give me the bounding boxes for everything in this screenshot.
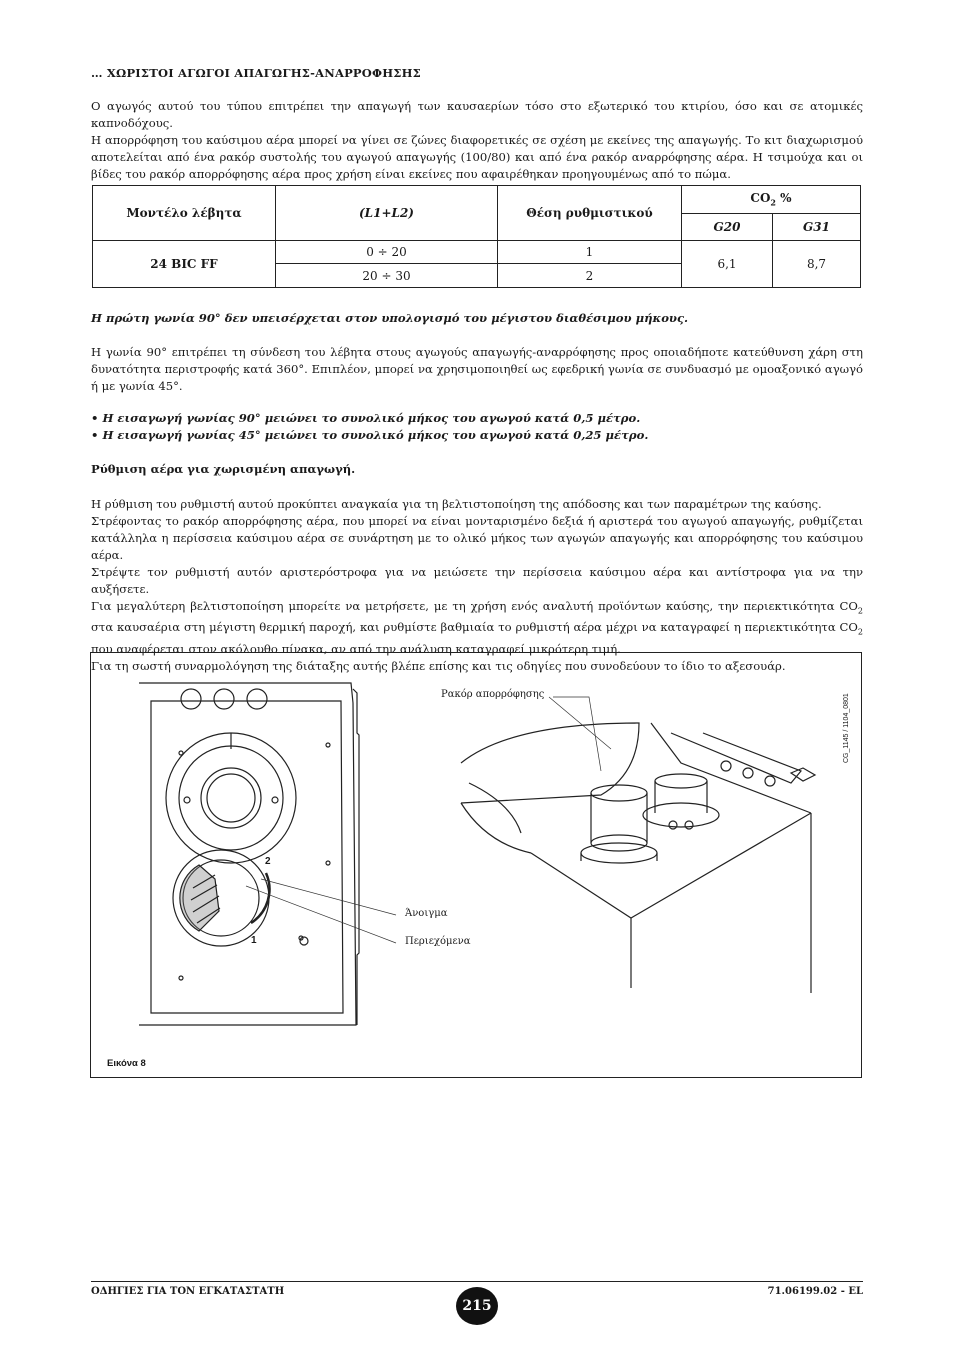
figure-caption: Εικόνα 8	[107, 1058, 146, 1069]
table-row	[93, 241, 861, 264]
footer-left-text: ΟΔΗΓΙΕΣ ΓΙΑ ΤΟΝ ΕΓΚΑΤΑΣΤΑΤΗ	[91, 1286, 285, 1297]
boiler-drawing	[91, 653, 863, 1079]
bend-paragraph: Η γωνία 90° επιτρέπει τη σύνδεση του λέβητα στους αγωγούς απαγωγής-αναρρόφησης προς οποιαδήποτε κατεύθυνση χάρη στη δυνατότητα περιστροφής κατά 360°. Επιπλέον, μπορεί να χρησιμοποιηθεί ως εφεδρική γωνία σε συνδυασμό με ομοαξονικό αγωγό ή με γωνία 45°.	[91, 345, 863, 393]
section-title: … ΧΩΡΙΣΤΟΙ ΑΓΩΓΟΙ ΑΠΑΓΩΓΗΣ-ΑΝΑΡΡΟΦΗΣΗΣ	[91, 66, 421, 80]
adjust-line-4: Για μεγαλύτερη βελτιστοποίηση μπορείτε να μετρήσετε, με τη χρήση ενός αναλυτή προϊόντων καύσης, την περιεκτικότητα $CO_2$ στα καυσαέρια στη μέγιστη θερμική παροχή, και ρυθμίστε βαθμιαία το ρυθμιστή αέρα μέχρι να καταγραφεί η περιεκτικότητα $CO_2$ που αναφέρεται στον ακόλουθο πίνακα, αν από την ανάλυση καταγραφεί μικρότερη τιμή.	[91, 599, 863, 656]
bullet-45: • Η εισαγωγή γωνίας 45° μειώνει το συνολικό μήκος του αγωγού κατά 0,25 μέτρο.	[91, 428, 649, 442]
cell-model: 24 BIC FF	[93, 241, 276, 288]
co2-settings-table	[92, 185, 861, 288]
bend-bullets	[91, 410, 863, 444]
page-number-badge: 215	[456, 1287, 498, 1325]
adjust-paragraph	[91, 496, 863, 675]
cell-position: 1	[498, 241, 682, 264]
cell-length: 20 ÷ 30	[276, 264, 498, 288]
drawing-code: CG_1145 / 1104_0801	[843, 693, 850, 763]
header-co2: $CO_2$ %	[682, 186, 861, 214]
shutter-mark-1: 1	[251, 935, 257, 946]
contents-label: Περιεχόμενα	[405, 936, 471, 947]
intro-paragraph	[91, 98, 863, 183]
figure-8	[90, 652, 862, 1078]
shutter-mark-2: 2	[265, 856, 271, 867]
header-model: Μοντέλο λέβητα	[93, 186, 276, 241]
bullet-90: • Η εισαγωγή γωνίας 90° μειώνει το συνολικό μήκος του αγωγού κατά 0,5 μέτρο.	[91, 411, 641, 425]
header-position: Θέση ρυθμιστικού	[498, 186, 682, 241]
adjust-line-1: Η ρύθμιση του ρυθμιστή αυτού προκύπτει αναγκαία για τη βελτιστοποίηση της απόδοσης και των παραμέτρων της καύσης.	[91, 497, 822, 511]
adjust-line-5: Για τη σωστή συναρμολόγηση της διάταξης αυτής βλέπε επίσης και τις οδηγίες που συνοδεύουν το ίδιο το αξεσουάρ.	[91, 658, 786, 673]
cell-g31: 8,7	[773, 241, 861, 288]
header-length: (L1+L2)	[276, 186, 498, 241]
cell-g20: 6,1	[682, 241, 773, 288]
first-bend-note: Η πρώτη γωνία 90° δεν υπεισέρχεται στον υπολογισμό του μέγιστου διαθέσιμου μήκους.	[91, 311, 689, 325]
intro-line-1: Ο αγωγός αυτού του τύπου επιτρέπει την απαγωγή των καυσαερίων τόσο στο εξωτερικό του κτιρίου, όσο και σε ατομικές καπνοδόχους.	[91, 99, 863, 130]
cell-position: 2	[498, 264, 682, 288]
adjust-line-3: Στρέψτε τον ρυθμιστή αυτόν αριστερόστροφα για να μειώσετε την περίσσεια καύσιμου αέρα και αντίστροφα για να την αυξήσετε.	[91, 565, 863, 596]
header-g20: G20	[682, 214, 773, 241]
footer-rule	[91, 1281, 863, 1282]
header-g31: G31	[773, 214, 861, 241]
opening-label: Άνοιγμα	[405, 908, 448, 919]
intake-fitting-label: Ρακόρ απορρόφησης	[441, 689, 545, 700]
adjust-line-2: Στρέφοντας το ρακόρ απορρόφησης αέρα, που μπορεί να είναι μονταρισμένο δεξιά ή αριστερά του αγωγού απαγωγής, ρυθμίζεται κατάλληλα η περίσσεια καύσιμου αέρα σε συνάρτηση με το ολικό μήκος των αγωγών απαγωγής και απορρόφησης του καύσιμου αέρα.	[91, 514, 863, 562]
intro-line-2: Η απορρόφηση του καύσιμου αέρα μπορεί να γίνει σε ζώνες διαφορετικές σε σχέση με εκείνες της απαγωγής. Το κιτ διαχωρισμού αποτελείται από ένα ρακόρ συστολής του αγωγού απαγωγής (100/80) και από ένα ρακόρ αναρρόφησης αέρα. Η τσιμούχα και οι βίδες του ρακόρ απορρόφησης αέρα προς χρήση είναι εκείνες που αφαιρέθηκαν προηγουμένως από το πώμα.	[91, 133, 863, 181]
cell-length: 0 ÷ 20	[276, 241, 498, 264]
adjust-title: Ρύθμιση αέρα για χωρισμένη απαγωγή.	[91, 462, 356, 476]
footer-document-code: 71.06199.02 - EL	[767, 1286, 863, 1297]
